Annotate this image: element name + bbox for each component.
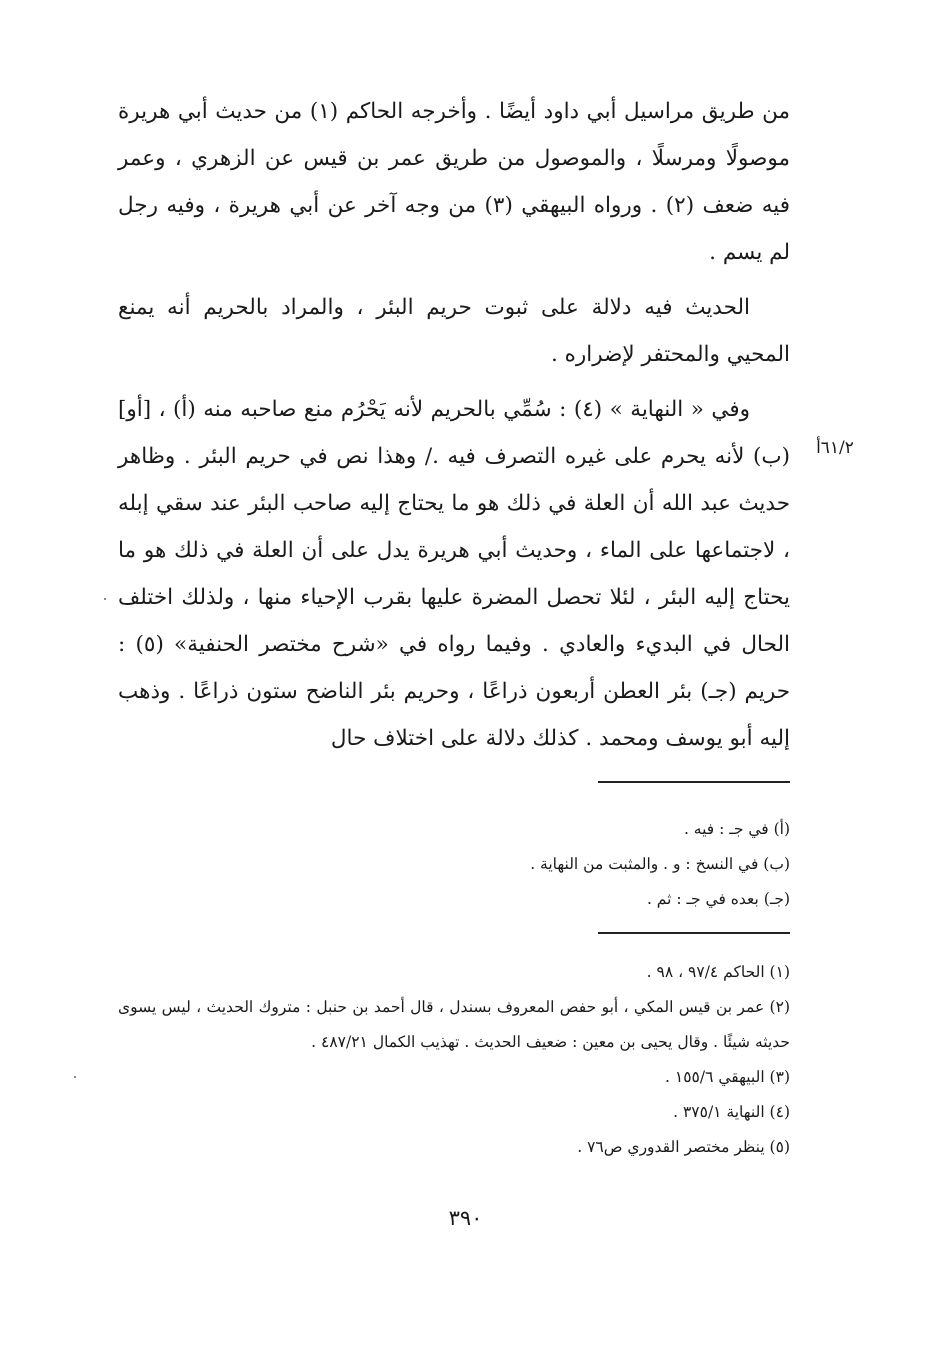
footnote: (٣) البيهقي ١٥٥/٦ . <box>665 1068 790 1086</box>
variant-note: (ب) في النسخ : و . والمثبت من النهاية . <box>530 855 790 873</box>
page-number: ٣٩٠ <box>448 1206 483 1230</box>
footnote: (٤) النهاية ٣٧٥/١ . <box>673 1103 790 1121</box>
scan-speck <box>104 598 106 600</box>
variant-notes-divider <box>598 781 790 783</box>
variant-note: (جـ) بعده في جـ : ثم . <box>646 890 790 908</box>
paragraph-1: من طريق مراسيل أبي داود أيضًا . وأخرجه الحاكم (١) من حديث أبي هريرة موصولًا ومرسلًا ، والموصول من طريق عمر بن قيس عن الزهري ، وعمر فيه ضعف (٢) . ورواه البيهقي (٣) من وجه آخر عن أبي هريرة ، وفيه رجل لم يسم . <box>118 99 791 265</box>
main-text <box>118 88 790 762</box>
manuscript-folio-reference: ٦١/٢أ <box>816 438 854 458</box>
scan-speck <box>74 1076 76 1078</box>
paragraph-2: الحديث فيه دلالة على ثبوت حريم البئر ، والمراد بالحريم أنه يمنع المحيي والمحتفر لإضراره . <box>118 295 790 367</box>
footnote: (٢) عمر بن قيس المكي ، أبو حفص المعروف بسندل ، قال أحمد بن حنبل : متروك الحديث ، ليس يسوى حديثه شيئًا . وقال يحيى بن معين : ضعيف الحديث . تهذيب الكمال ٤٨٧/٢١ . <box>118 998 790 1051</box>
paragraph-3: وفي « النهاية » (٤) : سُمِّي بالحريم لأنه يَحْرُم منع صاحبه منه (أ) ، [أو] (ب) لأنه يحرم على غيره التصرف فيه ./ وهذا نص في حريم البئر . وظاهر حديث عبد الله أن العلة في ذلك هو ما يحتاج إليه صاحب البئر عند سقي إبله ، لاجتماعها على الماء ، وحديث أبي هريرة يدل على أن العلة في ذلك هو ما يحتاج إليه البئر ، لئلا تحصل المضرة عليها بقرب الإحياء منها ، ولذلك اختلف الحال في البديء والعادي . وفيما رواه في «شرح مختصر الحنفية» (٥) : حريم (جـ) بئر العطن أربعون ذراعًا ، وحريم بئر الناضح ستون ذراعًا . وذهب إليه أبو يوسف ومحمد . كذلك دلالة على اختلاف حال <box>118 397 791 751</box>
footnotes-divider <box>598 932 790 934</box>
footnote: (٥) ينظر مختصر القدوري ص٧٦ . <box>577 1138 790 1156</box>
variant-note: (أ) في جـ : فيه . <box>683 820 790 838</box>
footnotes <box>118 955 790 1165</box>
footnote: (١) الحاكم ٩٧/٤ ، ٩٨ . <box>646 963 790 981</box>
variant-notes <box>118 812 790 917</box>
